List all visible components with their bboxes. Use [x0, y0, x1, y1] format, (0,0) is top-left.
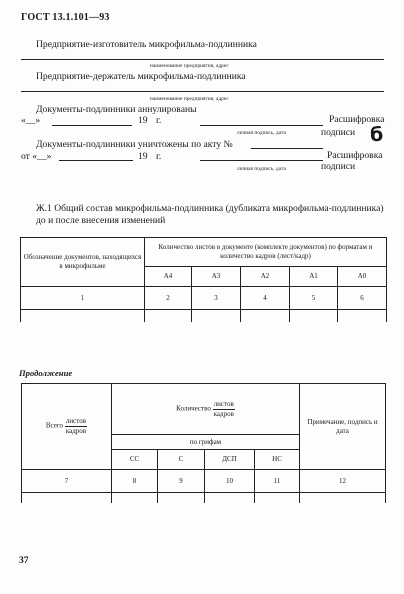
quantity-frames: кадров: [213, 409, 234, 418]
empty-cell: [158, 493, 205, 503]
empty-cell: [22, 493, 112, 503]
holder-line: [21, 91, 384, 92]
year-suffix-2: г.: [156, 151, 162, 162]
col-number: 1: [21, 287, 145, 310]
total-fraction: [65, 417, 87, 435]
date-field-1: «__»: [21, 115, 41, 126]
handwritten-mark: б: [370, 124, 384, 146]
signature-date-caption-1: личная подпись, дата: [237, 130, 286, 136]
date-line-2: [59, 160, 133, 161]
year-2: 19: [138, 151, 148, 162]
empty-cell: [290, 310, 338, 322]
col-number: 4: [241, 287, 290, 310]
cancelled-label: Документы-подлинники аннулированы: [36, 104, 197, 115]
total-word: Всего: [45, 422, 64, 431]
from-date-field: от «__»: [21, 151, 52, 162]
year-suffix-1: г.: [156, 115, 162, 126]
empty-cell: [112, 493, 158, 503]
manufacturer-label: Предприятие-изготовитель микрофильма-подлинника: [36, 39, 257, 50]
year-1: 19: [138, 115, 148, 126]
empty-cell: [192, 310, 241, 322]
composition-table: [20, 237, 387, 322]
total-sheets: листов: [65, 417, 87, 426]
format-a1: А1: [290, 267, 338, 287]
page-number: 37: [19, 555, 29, 566]
act-number-line: [251, 148, 323, 149]
signature-line-1: [200, 125, 323, 126]
format-a3: А3: [192, 267, 241, 287]
quantity-word: Количество: [176, 404, 211, 413]
col-number: 12: [300, 470, 386, 493]
stamp-ss: СС: [112, 450, 158, 470]
date-line-1: [52, 125, 132, 126]
holder-label: Предприятие-держатель микрофильма-подлинника: [36, 71, 246, 82]
stamp-dsp: ДСП: [205, 450, 255, 470]
col-number: 8: [112, 470, 158, 493]
col-number: 5: [290, 287, 338, 310]
empty-cell: [21, 310, 145, 322]
empty-cell: [145, 310, 192, 322]
section-title: Ж.1 Общий состав микрофильма-подлинника (дубликата микрофильма-подлинника) до и после внесения изменений: [36, 203, 384, 226]
continuation-table: [21, 383, 386, 503]
destroyed-label: Документы-подлинники уничтожены по акту №: [36, 139, 233, 150]
total-header: [22, 384, 112, 470]
signature-line-2: [200, 160, 323, 161]
empty-cell: [241, 310, 290, 322]
col-number: 7: [22, 470, 112, 493]
total-frames: кадров: [65, 427, 87, 435]
empty-cell: [338, 310, 387, 322]
decoding-2: Расшифровка: [327, 150, 383, 161]
col-number: 3: [192, 287, 241, 310]
col-number: 2: [145, 287, 192, 310]
name-address-caption-2: наименование предприятия, адрес: [150, 96, 229, 102]
continuation-label: Продолжение: [19, 368, 73, 378]
empty-cell: [300, 493, 386, 503]
quantity-sheets: листов: [213, 399, 234, 408]
doc-designation-header: Обозначение документов, находящихся в микрофильме: [21, 238, 145, 287]
col-number: 10: [205, 470, 255, 493]
signature-word-2: подписи: [321, 161, 356, 172]
signature-date-caption-2: личная подпись, дата: [237, 166, 286, 172]
stamp-s: С: [158, 450, 205, 470]
standard-header: ГОСТ 13.1.101—93: [21, 12, 110, 23]
decoding-1: Расшифровка: [329, 114, 385, 125]
col-number: 9: [158, 470, 205, 493]
sheet-count-header: Количество листов в документе (комплекте документов) по форматам и количество кадров (лист/кадр): [145, 238, 387, 267]
format-a0: А0: [338, 267, 387, 287]
format-a2: А2: [241, 267, 290, 287]
quantity-fraction: [213, 400, 235, 418]
empty-cell: [205, 493, 255, 503]
col-number: 11: [255, 470, 300, 493]
name-address-caption-1: наименование предприятия, адрес: [150, 63, 229, 69]
note-header: Примечание, подпись и дата: [300, 384, 386, 470]
empty-cell: [255, 493, 300, 503]
format-a4: А4: [145, 267, 192, 287]
stamp-ns: НС: [255, 450, 300, 470]
signature-word-1: подписи: [321, 127, 356, 138]
by-stamps-header: по грифам: [112, 435, 300, 450]
manufacturer-line: [21, 59, 384, 60]
quantity-header: [112, 384, 300, 435]
col-number: 6: [338, 287, 387, 310]
